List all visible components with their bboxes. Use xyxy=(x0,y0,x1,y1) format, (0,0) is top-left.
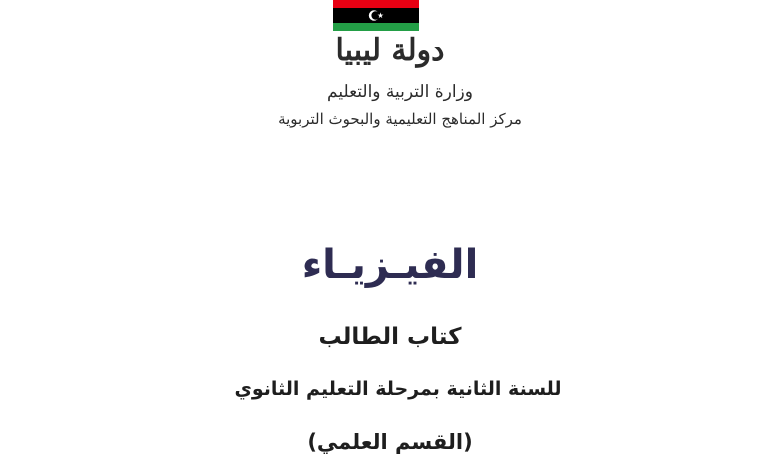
ministry-name: وزارة التربية والتعليم xyxy=(327,82,473,102)
book-type: كتاب الطالب xyxy=(318,324,462,350)
curriculum-center-name: مركز المناهج التعليمية والبحوث التربوية xyxy=(278,110,522,128)
grade-level: للسنة الثانية بمرحلة التعليم الثانوي xyxy=(234,378,562,400)
book-title: الفيـزيـاء xyxy=(301,242,479,288)
section-name: (القسم العلمي) xyxy=(307,430,473,454)
flag-crescent-inner xyxy=(371,11,379,19)
state-name: دولة ليبيا xyxy=(335,33,445,68)
flag-green-stripe xyxy=(333,23,419,31)
libya-flag-icon xyxy=(333,0,419,31)
flag-red-stripe xyxy=(333,0,419,8)
